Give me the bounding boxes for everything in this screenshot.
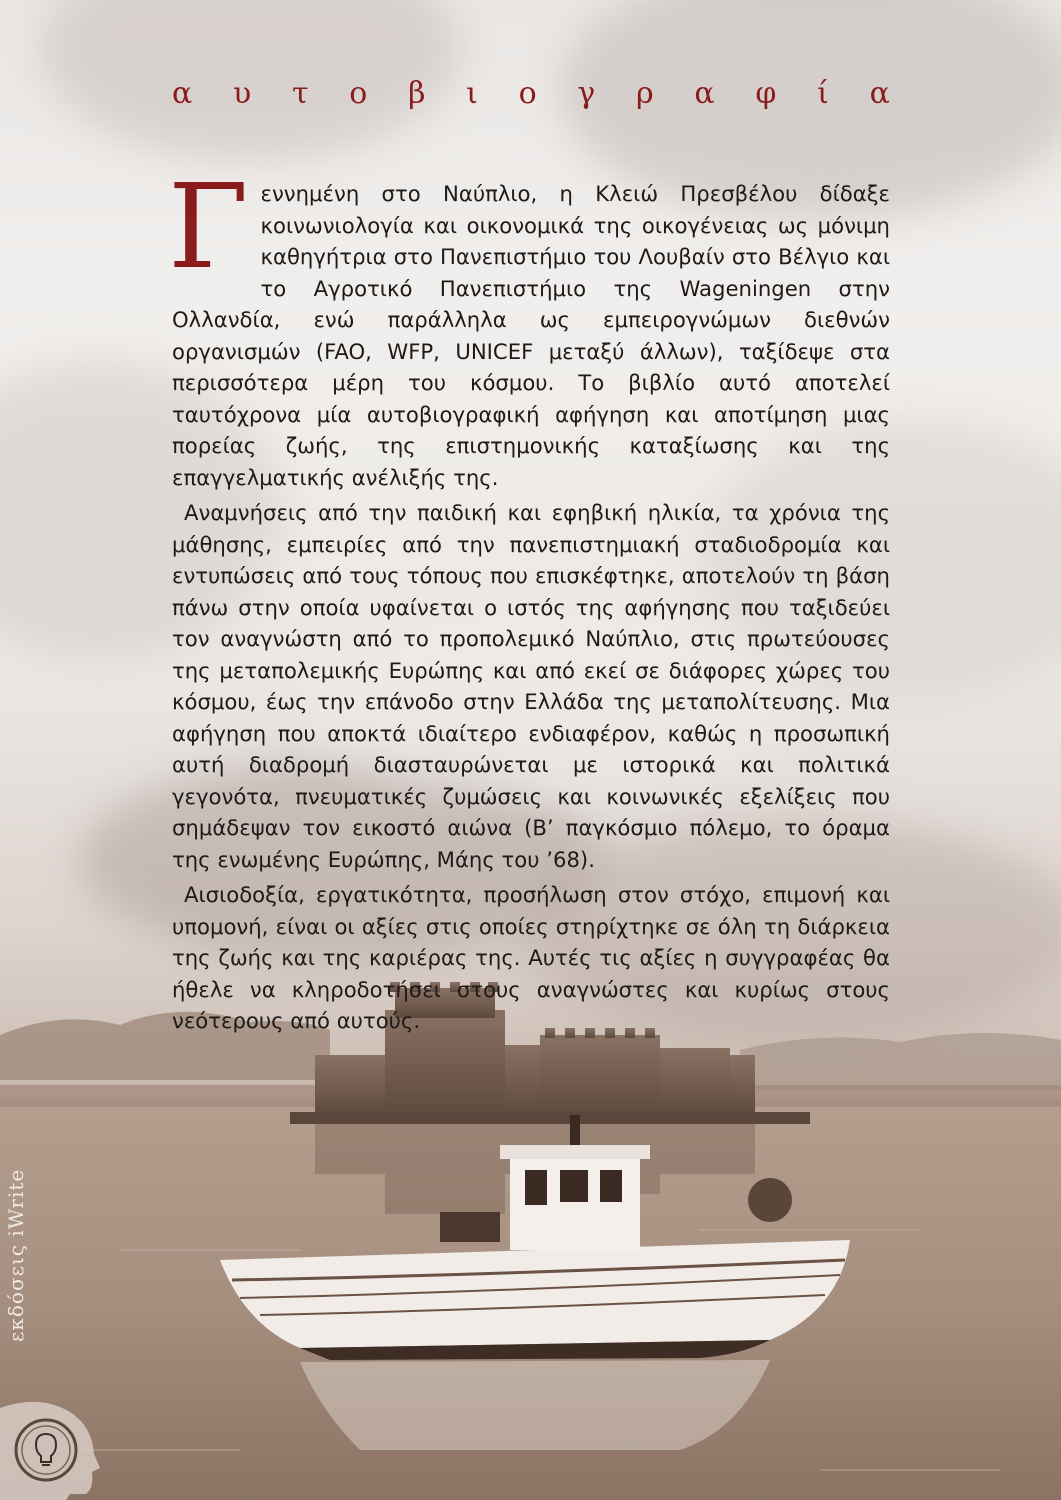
category-letter: φ [755,76,777,111]
publisher-label: εκδόσεις iWrite [4,1168,28,1342]
lightbulb-head-icon [0,1398,120,1500]
category-letter: υ [232,76,252,111]
category-heading [172,76,890,111]
paragraph [168,160,890,493]
category-letter: ο [518,76,537,111]
category-letter: ο [349,76,368,111]
category-letter: α [869,76,890,111]
drop-cap: Γ [168,160,249,295]
category-letter: ί [817,76,829,111]
category-letter: α [694,76,715,111]
category-letter: ρ [636,76,654,111]
paragraph: Αναμνήσεις από την παιδική και εφηβική ηλικία, τα χρόνια της μάθησης, εμπειρίες από την πανεπιστημιακή σταδιοδρομία και εντυπώσεις από τους τόπους που επισκέφτηκε, αποτελούν τη βάση πάνω στην οποία υφαίνεται ο ιστός της αφήγησης που ταξιδεύει τον αναγνώστη από το προπολεμικό Ναύπλιο, στις πρωτεύουσες της μεταπολεμικής Ευρώπης και από εκεί σε διάφορες χώρες του κόσμου, έως την επάνοδο στην Ελλάδα της μεταπολίτευσης. Μια αφήγηση που αποκτά ιδιαίτερο ενδιαφέρον, καθώς η προσωπική αυτή διαδρομή διασταυρώνεται με ιστορικά και πολιτικά γεγονότα, πνευματικές ζυμώσεις και κοινωνικές εξελίξεις που σημάδεψαν τον εικοστό αιώνα (Β’ παγκόσμιο πόλεμο, το όραμα της ενωμένης Ευρώπης, Μάης του ’68). [172,500,890,872]
boat-reflection [300,1360,770,1450]
mountain-range [740,1033,1061,1090]
island-shore [290,1112,810,1124]
category-letter: β [408,76,426,111]
paragraph-text: εννημένη στο Ναύπλιο, η Κλειώ Πρεσβέλου δίδαξε κοινωνιολογία και οικονομικά της οικογένειας ως μόνιμη καθηγήτρια στο Πανεπιστήμιο του Λουβαίν στο Βέλγιο και το Αγροτικό Πανεπιστήμιο της Wageningen στην Ολλανδία, ενώ παράλληλα ως εμπειρογνώμων διεθνών οργανισμών (FAO, WFP, UNICEF μεταξύ άλλων), ταξίδεψε στα περισσότερα μέρη του κόσμου. Το βιβλίο αυτό αποτελεί ταυτόχρονα μία αυτοβιογραφική αφήγηση και αποτίμηση μιας πορείας ζωής, της επιστημονικής καταξίωσης και της επαγγελματικής ανέλιξής της. [172,181,890,490]
category-letter: τ [291,76,309,111]
category-letter: ι [466,76,478,111]
blurb-text [168,160,890,1041]
paragraph: Αισιοδοξία, εργατικότητα, προσήλωση στον στόχο, επιμονή και υπομονή, είναι οι αξίες στις οποίες στηρίχτηκε σε όλη τη διάρκεια της ζωής και της καριέρας της. Αυτές τις αξίες η συγγραφέας θα ήθελε να κληροδοτήσει στους αναγνώστες και κυρίως στους νεότερους από αυτούς. [172,882,890,1033]
category-letter: γ [577,76,596,111]
category-letter: α [172,76,193,111]
